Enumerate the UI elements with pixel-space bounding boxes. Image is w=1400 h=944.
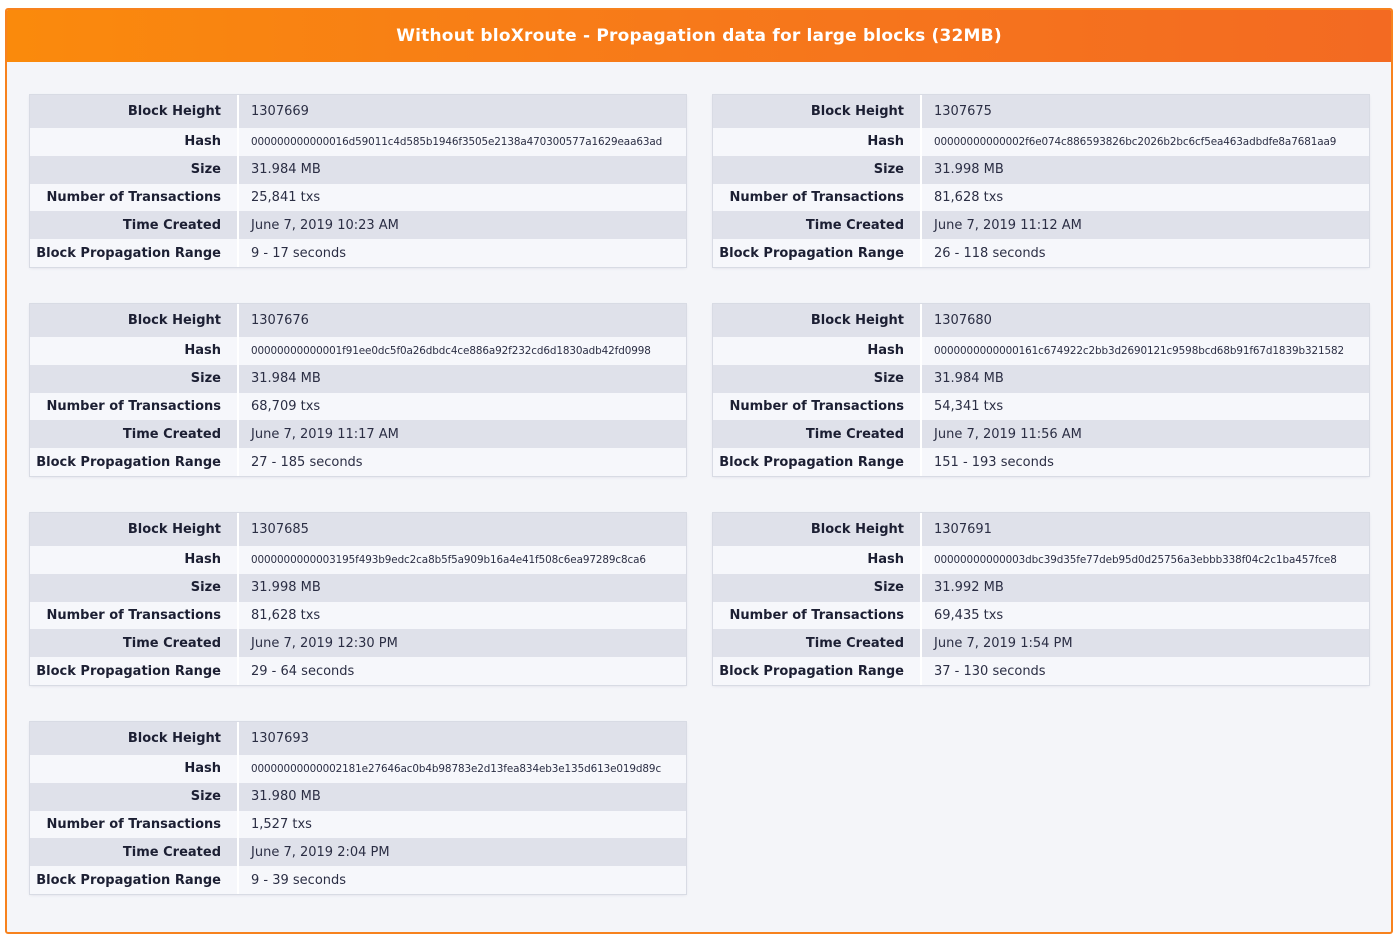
size-value: 31.998 MB xyxy=(251,580,321,596)
row-transactions xyxy=(713,184,1369,212)
block-table xyxy=(30,95,686,267)
hash-label: Hash xyxy=(30,755,238,783)
propagation-range-label: Block Propagation Range xyxy=(30,448,238,476)
row-hash xyxy=(30,755,686,783)
time-created-label: Time Created xyxy=(713,211,921,239)
row-time-created xyxy=(713,420,1369,448)
time-created-label: Time Created xyxy=(30,838,238,866)
transactions-value: 69,435 txs xyxy=(934,607,1004,623)
size-value: 31.984 MB xyxy=(251,371,321,387)
page-title: Without bloXroute - Propagation data for large blocks (32MB) xyxy=(396,26,1002,46)
row-block-height xyxy=(713,95,1369,128)
row-time-created xyxy=(713,211,1369,239)
size-value: 31.980 MB xyxy=(251,789,321,805)
row-hash xyxy=(713,128,1369,156)
time-created-value: June 7, 2019 2:04 PM xyxy=(251,844,390,860)
block-height-value: 1307676 xyxy=(251,313,309,328)
row-block-height xyxy=(30,95,686,128)
propagation-range-label: Block Propagation Range xyxy=(30,657,238,685)
row-hash xyxy=(713,337,1369,365)
block-card xyxy=(713,513,1369,685)
block-table xyxy=(713,95,1369,267)
propagation-range-value: 29 - 64 seconds xyxy=(251,663,355,679)
block-height-label: Block Height xyxy=(30,95,238,128)
hash-value: 00000000000003dbc39d35fe77deb95d0d25756a3ebbb338f04c2c1ba457fce8 xyxy=(934,553,1337,566)
transactions-value: 68,709 txs xyxy=(251,398,321,414)
row-block-height xyxy=(30,513,686,546)
block-card xyxy=(30,304,686,476)
propagation-range-label: Block Propagation Range xyxy=(713,239,921,267)
hash-value: 00000000000002181e27646ac0b4b98783e2d13fea834eb3e135d613e019d89c xyxy=(251,762,662,775)
hash-value: 00000000000002f6e074c886593826bc2026b2bc6cf5ea463adbdfe8a7681aa9 xyxy=(934,135,1337,148)
row-size xyxy=(713,365,1369,393)
block-height-value: 1307685 xyxy=(251,522,309,537)
time-created-value: June 7, 2019 10:23 AM xyxy=(251,217,399,233)
propagation-range-value: 26 - 118 seconds xyxy=(934,245,1046,261)
row-size xyxy=(30,574,686,602)
size-label: Size xyxy=(30,574,238,602)
hash-label: Hash xyxy=(30,128,238,156)
row-hash xyxy=(30,128,686,156)
row-transactions xyxy=(30,184,686,212)
row-propagation-range xyxy=(30,448,686,476)
row-block-height xyxy=(713,513,1369,546)
propagation-range-value: 9 - 39 seconds xyxy=(251,872,347,888)
block-card xyxy=(30,722,686,894)
row-size xyxy=(30,783,686,811)
row-propagation-range xyxy=(30,866,686,894)
row-hash xyxy=(30,546,686,574)
row-transactions xyxy=(30,393,686,421)
transactions-label: Number of Transactions xyxy=(713,184,921,212)
block-table xyxy=(30,513,686,685)
row-block-height xyxy=(713,304,1369,337)
row-propagation-range xyxy=(30,657,686,685)
time-created-value: June 7, 2019 1:54 PM xyxy=(934,635,1073,651)
hash-label: Hash xyxy=(713,546,921,574)
hash-value: 00000000000001f91ee0dc5f0a26dbdc4ce886a92f232cd6d1830adb42fd0998 xyxy=(251,344,651,357)
propagation-range-value: 37 - 130 seconds xyxy=(934,663,1046,679)
transactions-value: 25,841 txs xyxy=(251,189,321,205)
row-size xyxy=(30,365,686,393)
transactions-value: 81,628 txs xyxy=(251,607,321,623)
block-height-value: 1307693 xyxy=(251,731,309,746)
transactions-label: Number of Transactions xyxy=(713,393,921,421)
row-hash xyxy=(713,546,1369,574)
row-transactions xyxy=(30,602,686,630)
transactions-value: 1,527 txs xyxy=(251,816,312,832)
hash-label: Hash xyxy=(713,337,921,365)
row-propagation-range xyxy=(713,239,1369,267)
hash-value: 0000000000000161c674922c2bb3d2690121c9598bcd68b91f67d1839b321582 xyxy=(934,344,1345,357)
block-card xyxy=(30,513,686,685)
block-height-value: 1307669 xyxy=(251,104,309,119)
hash-label: Hash xyxy=(30,546,238,574)
time-created-label: Time Created xyxy=(30,629,238,657)
row-block-height xyxy=(30,722,686,755)
hash-value: 000000000000016d59011c4d585b1946f3505e2138a470300577a1629eaa63ad xyxy=(251,135,663,148)
row-block-height xyxy=(30,304,686,337)
row-size xyxy=(713,574,1369,602)
block-card xyxy=(30,95,686,267)
propagation-range-label: Block Propagation Range xyxy=(713,448,921,476)
row-time-created xyxy=(30,211,686,239)
hash-label: Hash xyxy=(713,128,921,156)
block-table xyxy=(713,304,1369,476)
transactions-label: Number of Transactions xyxy=(30,602,238,630)
transactions-value: 54,341 txs xyxy=(934,398,1004,414)
block-height-label: Block Height xyxy=(713,304,921,337)
size-label: Size xyxy=(30,156,238,184)
row-time-created xyxy=(30,629,686,657)
size-label: Size xyxy=(713,156,921,184)
row-hash xyxy=(30,337,686,365)
size-label: Size xyxy=(30,365,238,393)
time-created-value: June 7, 2019 11:56 AM xyxy=(934,426,1082,442)
row-time-created xyxy=(30,838,686,866)
time-created-label: Time Created xyxy=(713,420,921,448)
row-time-created xyxy=(30,420,686,448)
row-propagation-range xyxy=(713,657,1369,685)
size-label: Size xyxy=(713,574,921,602)
row-propagation-range xyxy=(713,448,1369,476)
size-value: 31.992 MB xyxy=(934,580,1004,596)
time-created-label: Time Created xyxy=(30,211,238,239)
propagation-range-label: Block Propagation Range xyxy=(30,866,238,894)
block-height-label: Block Height xyxy=(713,513,921,546)
block-table xyxy=(30,304,686,476)
hash-label: Hash xyxy=(30,337,238,365)
time-created-label: Time Created xyxy=(713,629,921,657)
time-created-value: June 7, 2019 12:30 PM xyxy=(251,635,398,651)
size-value: 31.998 MB xyxy=(934,162,1004,178)
propagation-range-label: Block Propagation Range xyxy=(713,657,921,685)
block-height-value: 1307675 xyxy=(934,104,992,119)
block-height-value: 1307680 xyxy=(934,313,992,328)
block-height-label: Block Height xyxy=(30,722,238,755)
row-transactions xyxy=(713,393,1369,421)
row-transactions xyxy=(713,602,1369,630)
row-transactions xyxy=(30,811,686,839)
size-label: Size xyxy=(30,783,238,811)
block-table xyxy=(713,513,1369,685)
size-value: 31.984 MB xyxy=(251,162,321,178)
propagation-range-value: 151 - 193 seconds xyxy=(934,454,1054,470)
propagation-range-value: 9 - 17 seconds xyxy=(251,245,347,261)
block-card xyxy=(713,95,1369,267)
propagation-range-label: Block Propagation Range xyxy=(30,239,238,267)
header-banner xyxy=(7,10,1391,62)
report-frame xyxy=(5,8,1393,934)
time-created-value: June 7, 2019 11:17 AM xyxy=(251,426,399,442)
block-card xyxy=(713,304,1369,476)
block-table xyxy=(30,722,686,894)
time-created-value: June 7, 2019 11:12 AM xyxy=(934,217,1082,233)
block-height-label: Block Height xyxy=(713,95,921,128)
row-size xyxy=(30,156,686,184)
row-size xyxy=(713,156,1369,184)
size-value: 31.984 MB xyxy=(934,371,1004,387)
transactions-label: Number of Transactions xyxy=(30,393,238,421)
block-height-value: 1307691 xyxy=(934,522,992,537)
row-time-created xyxy=(713,629,1369,657)
block-height-label: Block Height xyxy=(30,304,238,337)
transactions-value: 81,628 txs xyxy=(934,189,1004,205)
transactions-label: Number of Transactions xyxy=(713,602,921,630)
block-height-label: Block Height xyxy=(30,513,238,546)
propagation-range-value: 27 - 185 seconds xyxy=(251,454,363,470)
hash-value: 0000000000003195f493b9edc2ca8b5f5a909b16a4e41f508c6ea97289c8ca6 xyxy=(251,553,646,566)
transactions-label: Number of Transactions xyxy=(30,184,238,212)
row-propagation-range xyxy=(30,239,686,267)
transactions-label: Number of Transactions xyxy=(30,811,238,839)
size-label: Size xyxy=(713,365,921,393)
time-created-label: Time Created xyxy=(30,420,238,448)
